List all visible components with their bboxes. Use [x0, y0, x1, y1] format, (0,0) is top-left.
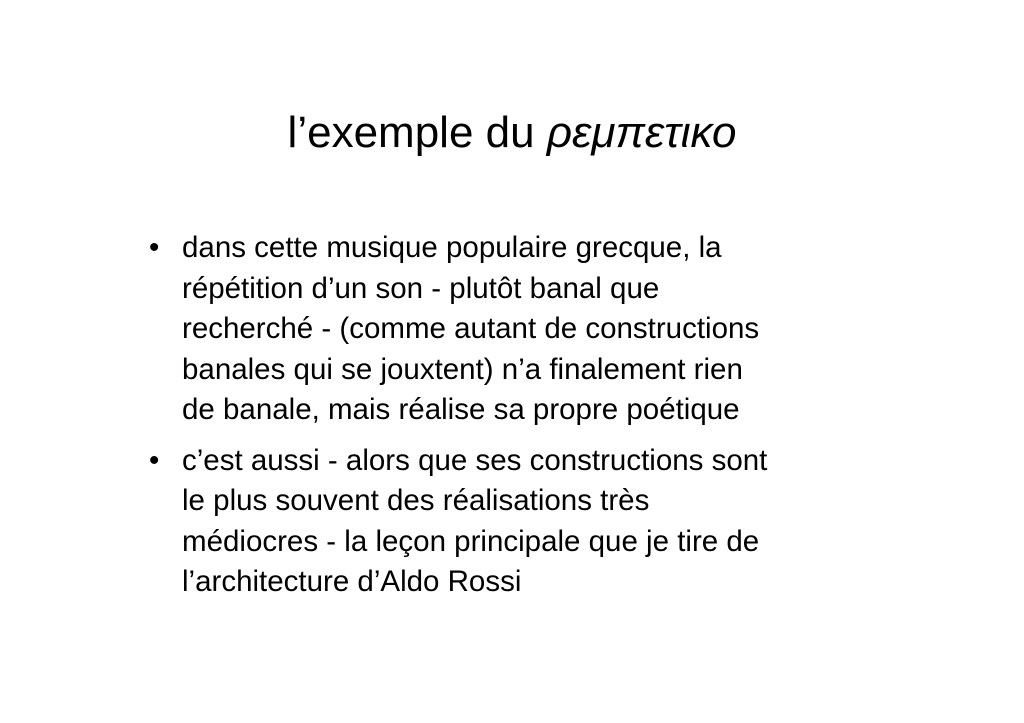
bullet-1-line-5: de banale, mais réalise sa propre poétique — [182, 393, 740, 426]
bullet-2-line-3: médiocres - la leçon principale que je tire de — [182, 524, 760, 558]
bullet-dot-icon: • — [149, 231, 160, 264]
bullet-list — [145, 228, 905, 613]
bullet-2-line-4: l’architecture d’Aldo Rossi — [182, 565, 522, 598]
slide-title-greek: ρεμπετικο — [546, 108, 737, 157]
bullet-item-1 — [145, 228, 905, 431]
bullet-item-2 — [145, 441, 905, 603]
bullet-1-line-1: dans cette musique populaire grecque, la — [182, 231, 722, 264]
bullet-1-line-3: recherché - (comme autant de constructions — [182, 312, 760, 345]
slide-title-main: l’exemple du — [287, 108, 547, 157]
bullet-dot-icon: • — [149, 443, 160, 477]
slide-title — [0, 103, 1024, 163]
bullet-1-line-4: banales qui se jouxtent) n’a finalement rien — [182, 352, 743, 386]
bullet-2-line-1: c’est aussi - alors que ses constructions sont — [182, 443, 768, 477]
bullet-2-line-2: le plus souvent des réalisations très — [182, 484, 650, 517]
bullet-1-line-2: répétition d’un son - plutôt banal que — [182, 271, 660, 305]
